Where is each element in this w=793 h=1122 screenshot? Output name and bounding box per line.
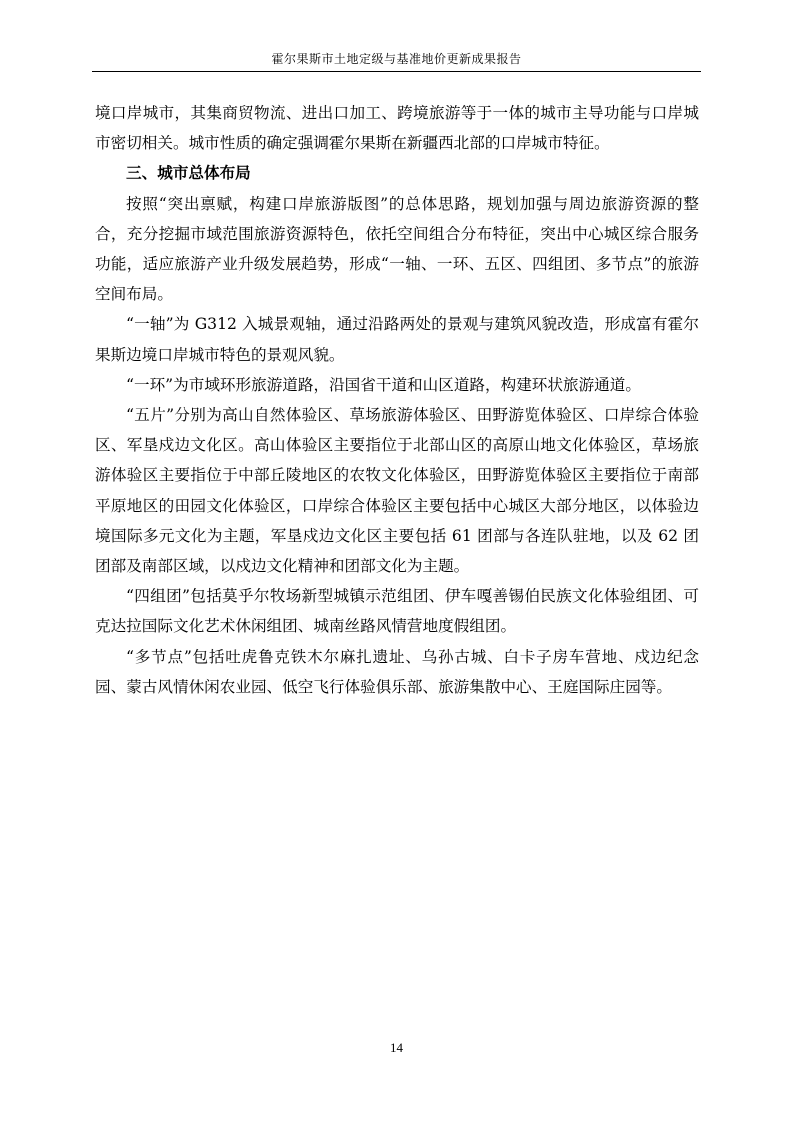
page-header-title: 霍尔果斯市土地定级与基准地价更新成果报告 bbox=[271, 52, 522, 66]
paragraph-five-zones: “五片”分别为高山自然体验区、草场旅游体验区、田野游览体验区、口岸综合体验区、军垦戍边文化区。高山体验区主要指位于北部山区的高原山地文化体验区，草场旅游体验区主要指位于中部丘陵地区的农牧文化体验区，田野游览体验区主要指位于南部平原地区的田园文化体验区，口岸综合体验区主要包括中心城区大部分地区，以体验边境国际多元文化为主题，军垦戍边文化区主要包括 61 团部与各连队驻地，以及 62 团团部及南部区域，以戍边文化精神和团部文化为主题。 bbox=[95, 406, 699, 576]
paragraph-one-ring: “一环”为市域环形旅游道路，沿国省干道和山区道路，构建环状旅游通道。 bbox=[126, 375, 641, 394]
paragraph-multi-nodes: “多节点”包括吐虎鲁克铁木尔麻扎遗址、乌孙古城、白卡子房车营地、戍边纪念园、蒙古风情休闲农业园、低空飞行体验俱乐部、旅游集散中心、王庭国际庄园等。 bbox=[95, 647, 699, 696]
header-divider bbox=[92, 71, 701, 72]
paragraph-overall-layout: 按照“突出禀赋，构建口岸旅游版图”的总体思路，规划加强与周边旅游资源的整合，充分挖掘市域范围旅游资源特色，依托空间组合分布特征，突出中心城区综合服务功能，适应旅游产业升级发展趋势，形成“一轴、一环、五区、四组团、多节点”的旅游空间布局。 bbox=[95, 194, 699, 304]
paragraph-four-clusters: “四组团”包括莫乎尔牧场新型城镇示范组团、伊车嘎善锡伯民族文化体验组团、可克达拉国际文化艺术休闲组团、城南丝路风情营地度假组团。 bbox=[95, 587, 699, 636]
page-number: 14 bbox=[390, 1040, 403, 1055]
document-body bbox=[95, 98, 699, 702]
section-heading: 三、城市总体布局 bbox=[126, 163, 251, 183]
paragraph-continuation: 境口岸城市，其集商贸物流、进出口加工、跨境旅游等于一体的城市主导功能与口岸城市密切相关。城市性质的确定强调霍尔果斯在新疆西北部的口岸城市特征。 bbox=[95, 104, 699, 153]
paragraph-one-axis: “一轴”为 G312 入城景观轴，通过沿路两处的景观与建筑风貌改造，形成富有霍尔果斯边境口岸城市特色的景观风貌。 bbox=[95, 315, 699, 364]
